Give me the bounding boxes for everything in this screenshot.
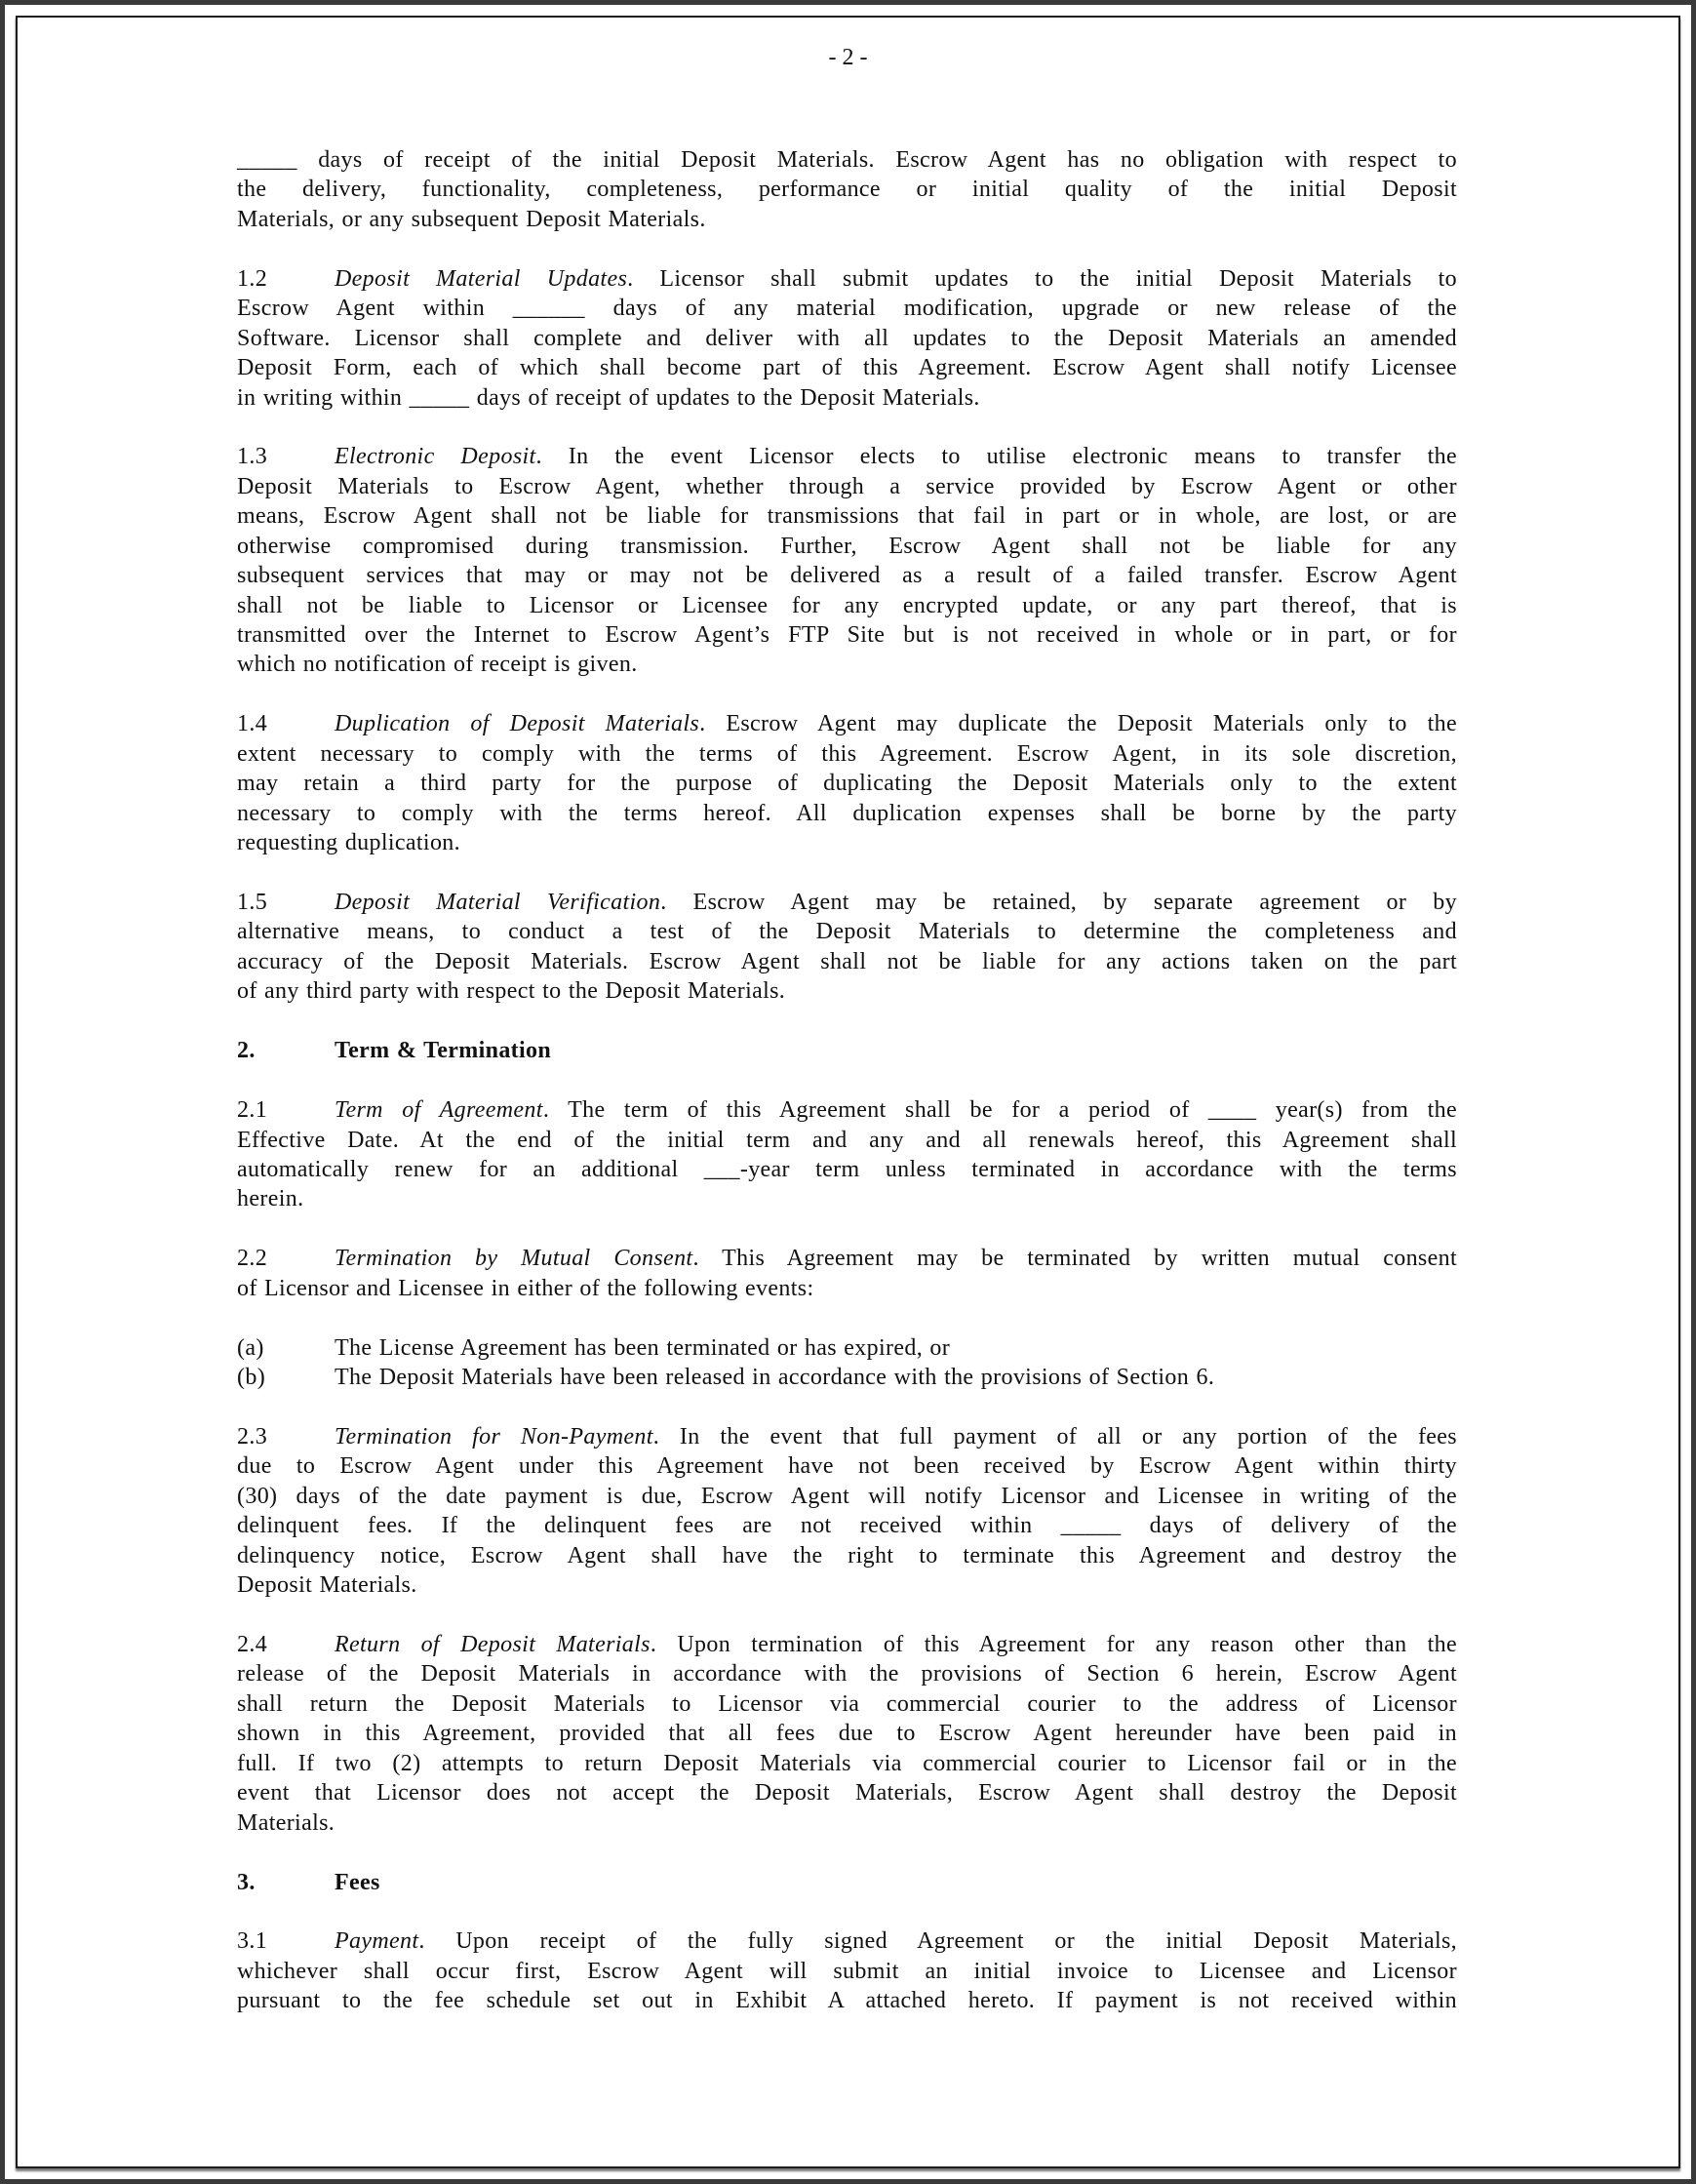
text-line: alternative means, to conduct a test of the Deposit Materials to determine the completeness and [237, 919, 1457, 945]
list-item [237, 1333, 1457, 1363]
text-line: delinquent fees. If the delinquent fees are not received within _____ days of delivery of the [237, 1513, 1457, 1539]
text-line: Software. Licensor shall complete and deliver with all updates to the Deposit Materials an amended [237, 325, 1457, 351]
clause-title: Duplication of Deposit Materials [335, 711, 700, 737]
clause-title: Return of Deposit Materials [335, 1631, 651, 1657]
text-line: of Licensor and Licensee in either of the following events: [237, 1275, 814, 1301]
clause-first-text [335, 1630, 1457, 1659]
paragraph-spacing [237, 858, 1457, 888]
clause-1-5 [237, 888, 1457, 1007]
heading-line [237, 1036, 1457, 1065]
clause-number: 2.3 [237, 1423, 268, 1449]
clause-1-3 [237, 442, 1457, 680]
clause-text: . In the event that full payment of all or any portion of the fees [652, 1423, 1457, 1449]
page-number: - 2 - [828, 45, 868, 70]
clause-first-line [237, 1422, 1457, 1451]
text-line: which no notification of receipt is given. [237, 652, 638, 678]
clause-text: . In the event Licensor elects to utilise electronic means to transfer the [535, 444, 1458, 470]
text-line: release of the Deposit Materials in accordance with the provisions of Section 6 herein, Escrow Agent [237, 1661, 1457, 1688]
section-heading [237, 1868, 1457, 1897]
clause-first-line [237, 709, 1457, 738]
clause-title: Deposit Material Updates [335, 265, 628, 292]
list-item [237, 1363, 1457, 1392]
paragraph-spacing [237, 1601, 1457, 1630]
text-line: Deposit Materials. [237, 1572, 417, 1599]
text-line: transmitted over the Internet to Escrow Agent’s FTP Site but is not received in whole or in part, or for [237, 622, 1457, 649]
list-item-marker: (a) [237, 1334, 264, 1361]
clause-title: Electronic Deposit [335, 444, 536, 470]
text-line: due to Escrow Agent under this Agreement have not been received by Escrow Agent within thirty [237, 1453, 1457, 1480]
clause-text: . Escrow Agent may be retained, by separate agreement or by [660, 889, 1457, 915]
text-line: in writing within _____ days of receipt of updates to the Deposit Materials. [237, 384, 980, 411]
clause-title: Deposit Material Verification [335, 889, 661, 915]
text-line: the delivery, functionality, completeness, performance or initial quality of the initial Deposit [237, 177, 1457, 203]
document-body [237, 145, 1457, 2016]
clause-text: . Escrow Agent may duplicate the Deposit Materials only to the [699, 711, 1458, 737]
clause-title: Payment [335, 1928, 419, 1955]
heading-line [237, 1868, 1457, 1897]
paragraph-spacing [237, 1897, 1457, 1926]
paragraph [237, 145, 1457, 234]
clause-first-line [237, 1244, 1457, 1273]
clause-number: 1.3 [237, 444, 268, 470]
text-line: means, Escrow Agent shall not be liable for transmissions that fail in part or in whole, are lost, or are [237, 503, 1457, 530]
text-line: necessary to comply with the terms hereof. All duplication expenses shall be borne by the party [237, 800, 1457, 826]
text-line: otherwise compromised during transmission. Further, Escrow Agent shall not be liable for any [237, 533, 1457, 559]
text-line: Deposit Materials to Escrow Agent, whether through a service provided by Escrow Agent or other [237, 473, 1457, 499]
clause-3-1 [237, 1926, 1457, 2015]
paragraph-spacing [237, 1838, 1457, 1867]
clause-first-line [237, 264, 1457, 294]
text-line: requesting duplication. [237, 830, 460, 856]
clause-first-text [335, 1095, 1457, 1125]
paragraph-spacing [237, 1007, 1457, 1036]
paragraph-spacing [237, 413, 1457, 442]
text-line: (30) days of the date payment is due, Escrow Agent will notify Licensor and Licensee in writing of the [237, 1483, 1457, 1509]
paragraph-spacing [237, 1392, 1457, 1421]
heading-number: 3. [237, 1869, 256, 1895]
clause-first-line [237, 1095, 1457, 1125]
text-line: Effective Date. At the end of the initial term and any and all renewals hereof, this Agreement shall [237, 1127, 1457, 1153]
clause-number: 3.1 [237, 1928, 268, 1955]
clause-text: . Upon termination of this Agreement for any reason other than the [650, 1631, 1457, 1657]
list-item-text: The License Agreement has been terminated or has expired, or [335, 1334, 951, 1361]
text-line: subsequent services that may or may not be delivered as a result of a failed transfer. Escrow Agent [237, 563, 1457, 589]
heading-number: 2. [237, 1038, 256, 1064]
clause-first-text [335, 709, 1457, 738]
clause-title: Termination for Non-Payment [335, 1423, 653, 1449]
text-line: Materials. [237, 1809, 335, 1836]
clause-number: 2.1 [237, 1097, 268, 1124]
clause-2-3 [237, 1422, 1457, 1601]
text-line: extent necessary to comply with the terms of this Agreement. Escrow Agent, in its sole discretion, [237, 740, 1457, 767]
heading-title: Term & Termination [335, 1038, 552, 1064]
clause-text: . Upon receipt of the fully signed Agreement or the initial Deposit Materials, [418, 1928, 1457, 1955]
clause-first-text [335, 442, 1457, 471]
clause-2-2 [237, 1244, 1457, 1303]
text-line: _____ days of receipt of the initial Deposit Materials. Escrow Agent has no obligation with respect to [237, 147, 1457, 173]
clause-number: 2.2 [237, 1246, 268, 1272]
list-item-marker: (b) [237, 1365, 266, 1391]
text-line: full. If two (2) attempts to return Deposit Materials via commercial courier to Licensor fail or in the [237, 1750, 1457, 1776]
clause-text: . Licensor shall submit updates to the initial Deposit Materials to [627, 265, 1458, 292]
clause-first-text [335, 1244, 1457, 1273]
text-line: pursuant to the fee schedule set out in Exhibit A attached hereto. If payment is not received within [237, 1988, 1457, 2014]
clause-text: . This Agreement may be terminated by written mutual consent [692, 1246, 1457, 1272]
clause-first-line [237, 1630, 1457, 1659]
clause-first-line [237, 888, 1457, 917]
text-line: accuracy of the Deposit Materials. Escrow Agent shall not be liable for any actions taken on the part [237, 948, 1457, 974]
text-line: may retain a third party for the purpose of duplicating the Deposit Materials only to the extent [237, 771, 1457, 797]
text-line: shown in this Agreement, provided that all fees due to Escrow Agent hereunder have been paid in [237, 1721, 1457, 1747]
paragraph-spacing [237, 680, 1457, 709]
text-line: shall not be liable to Licensor or Licensee for any encrypted update, or any part thereof, that is [237, 592, 1457, 618]
section-heading [237, 1036, 1457, 1065]
event-list [237, 1333, 1457, 1393]
text-line: Deposit Form, each of which shall become part of this Agreement. Escrow Agent shall notify Licensee [237, 355, 1457, 381]
paragraph-spacing [237, 1066, 1457, 1095]
clause-title: Termination by Mutual Consent [335, 1246, 693, 1272]
clause-number: 2.4 [237, 1631, 268, 1657]
paragraph-spacing [237, 1303, 1457, 1332]
clause-2-4 [237, 1630, 1457, 1838]
paragraph-spacing [237, 234, 1457, 263]
clause-1-2 [237, 264, 1457, 413]
text-line: Escrow Agent within ______ days of any material modification, upgrade or new release of the [237, 296, 1457, 322]
clause-first-text [335, 1422, 1457, 1451]
clause-first-text [335, 1926, 1457, 1956]
text-line: shall return the Deposit Materials to Licensor via commercial courier to the address of Licensor [237, 1690, 1457, 1717]
text-line: herein. [237, 1186, 304, 1212]
clause-2-1 [237, 1095, 1457, 1214]
clause-first-line [237, 442, 1457, 471]
text-line: delinquency notice, Escrow Agent shall have the right to terminate this Agreement and destroy the [237, 1542, 1457, 1569]
text-line: of any third party with respect to the Deposit Materials. [237, 978, 786, 1005]
clause-text: . The term of this Agreement shall be for a period of ____ year(s) from the [542, 1097, 1457, 1124]
list-item-text: The Deposit Materials have been released in accordance with the provisions of Section 6. [335, 1365, 1215, 1391]
text-line: whichever shall occur first, Escrow Agent will submit an initial invoice to Licensee and Licensor [237, 1958, 1457, 1984]
paragraph-spacing [237, 1214, 1457, 1244]
clause-number: 1.2 [237, 265, 268, 292]
clause-first-text [335, 264, 1457, 294]
clause-number: 1.4 [237, 711, 268, 737]
clause-first-line [237, 1926, 1457, 1956]
text-line: event that Licensor does not accept the Deposit Materials, Escrow Agent shall destroy the Deposit [237, 1780, 1457, 1807]
clause-title: Term of Agreement [335, 1097, 543, 1124]
heading-title: Fees [335, 1869, 380, 1895]
clause-first-text [335, 888, 1457, 917]
text-line: Materials, or any subsequent Deposit Materials. [237, 206, 706, 232]
clause-1-4 [237, 709, 1457, 857]
text-line: automatically renew for an additional ___-year term unless terminated in accordance with the terms [237, 1156, 1457, 1182]
clause-number: 1.5 [237, 889, 268, 915]
